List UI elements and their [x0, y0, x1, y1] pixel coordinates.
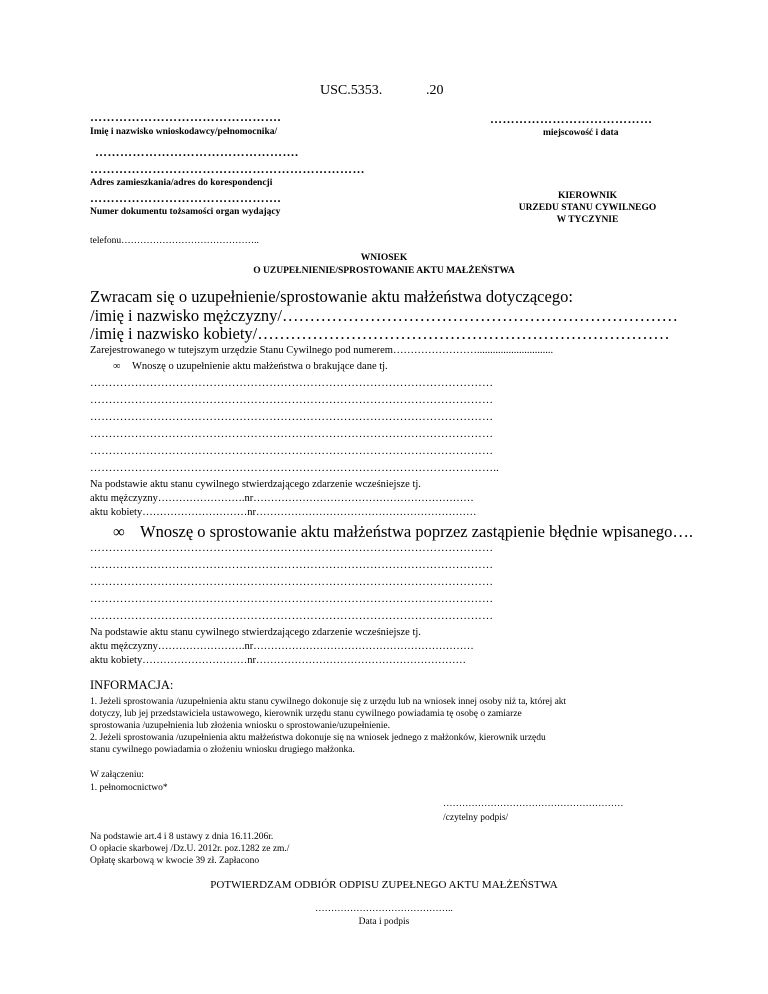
applicant-dots: ……………………………………….: [90, 110, 281, 124]
basis-line-1: Na podstawie aktu stanu cywilnego stwierdzającego zdarzenie wcześniejsze tj.: [90, 479, 421, 490]
attachments-label: W załączeniu:: [90, 770, 144, 780]
info-paragraph-1-line-2: dotyczy, lub jej przedstawiciela ustawowego, kierownik urzędu stanu cywilnego powiadamia tę osobę o zamiarze: [90, 709, 522, 719]
info-paragraph-2-line-2: stanu cywilnego powiadamia o złożeniu wniosku drugiego małżonka.: [90, 745, 355, 755]
fill-line: ………………………………………………………………………………………………: [90, 445, 494, 457]
registered-number-line: Zarejestrowanego w tutejszym urzędzie Stanu Cywilnego pod numerem…………………….............................: [90, 345, 554, 356]
fill-line: ………………………………………………………………………………………………: [90, 559, 494, 571]
woman-name-line: /imię i nazwisko kobiety/…………………………………………………………………: [90, 324, 670, 343]
place-date-dots: …………………………………: [490, 112, 653, 126]
basis-line-2: Na podstawie aktu stanu cywilnego stwierdzającego zdarzenie wcześniejsze tj.: [90, 627, 421, 638]
phone-field: telefonu……………………………………..: [90, 236, 259, 246]
man-act-line-2: aktu mężczyzny…………………….nr………………………………………………………: [90, 641, 474, 652]
info-heading: INFORMACJA:: [90, 678, 174, 692]
recipient-line-1: KIEROWNIK: [557, 191, 618, 201]
id-label: Numer dokumentu tożsamości organ wydający: [90, 207, 281, 217]
receipt-date-dots: ……………………………………..: [315, 904, 453, 914]
form-title-line-1: WNIOSEK: [360, 253, 408, 263]
form-title-line-2: O UZUPEŁNIENIE/SPROSTOWANIE AKTU MAŁŻEŃSTWA: [253, 266, 515, 276]
fill-line: ………………………………………………………………………………………………: [90, 610, 494, 622]
address-dots: …………………………………………………………: [90, 162, 365, 176]
applicant-label: Imię i nazwisko wnioskodawcy/pełnomocnika/: [90, 127, 278, 137]
woman-act-line-1: aktu kobiety…………………………nr………………………………………………………: [90, 507, 477, 518]
receipt-confirmation: POTWIERDZAM ODBIÓR ODPISU ZUPEŁNEGO AKTU MAŁŻEŃSTWA: [210, 879, 558, 891]
address-label: Adres zamieszkania/adres do korespondencji: [90, 178, 273, 188]
fill-line: ………………………………………………………………………………………………..: [90, 462, 500, 474]
info-paragraph-1-line-3: sprostowania /uzupełnienia lub złożenia wniosku o sprostowanie/uzupełnienie.: [90, 721, 390, 731]
applicant-dots-2: ………………………………………….: [95, 145, 299, 159]
fee-line-3: Opłatę skarbową w kwocie 39 zł. Zapłacono: [90, 856, 260, 866]
fill-line: ………………………………………………………………………………………………: [90, 593, 494, 605]
fill-line: ………………………………………………………………………………………………: [90, 394, 494, 406]
signature-label: /czytelny podpis/: [443, 813, 509, 823]
year-field: .20: [426, 83, 444, 98]
fill-line: ………………………………………………………………………………………………: [90, 428, 494, 440]
fill-line: ………………………………………………………………………………………………: [90, 411, 494, 423]
request-line: Zwracam się o uzupełnienie/sprostowanie aktu małżeństwa dotyczącego:: [90, 287, 573, 306]
fee-line-1: Na podstawie art.4 i 8 ustawy z dnia 16.11.206r.: [90, 832, 274, 842]
id-dots: ……………………………………….: [90, 191, 281, 205]
info-paragraph-2-line-1: 2. Jeżeli sprostowania /uzupełnienia aktu małżeństwa dokonuje się na wniosek jednego z małżonków, kierownik urzędu: [90, 733, 546, 743]
bullet-2: ∞: [113, 522, 125, 541]
bullet-1: ∞: [113, 361, 121, 372]
man-act-line-1: aktu mężczyzny…………………….nr………………………………………………………: [90, 493, 474, 504]
woman-act-line-2: aktu kobiety…………………………nr……………………………………………………: [90, 655, 466, 666]
fill-line: ………………………………………………………………………………………………: [90, 576, 494, 588]
man-name-line: /imię i nazwisko mężczyzny/………………………………………………………………: [90, 306, 678, 325]
fill-line: ………………………………………………………………………………………………: [90, 542, 494, 554]
place-date-label: miejscowość i data: [543, 128, 619, 138]
attachment-item: 1. pełnomocnictwo*: [90, 783, 168, 793]
case-number: USC.5353.: [320, 83, 383, 98]
fill-line: ………………………………………………………………………………………………: [90, 377, 494, 389]
recipient-line-2: URZEDU STANU CYWILNEGO: [518, 203, 657, 213]
receipt-date-label: Data i podpis: [358, 917, 410, 927]
recipient-line-3: W TYCZYNIE: [556, 215, 619, 225]
option-supplement: Wnoszę o uzupełnienie aktu małżeństwa o brakujące dane tj.: [132, 361, 388, 372]
info-paragraph-1-line-1: 1. Jeżeli sprostowania /uzupełnienia aktu stanu cywilnego dokonuje się z urzędu lub na wniosek innej osoby niż ta, której akt: [90, 697, 567, 707]
signature-dots: …………………………………………………: [443, 799, 624, 809]
option-correction: Wnoszę o sprostowanie aktu małżeństwa poprzez zastąpienie błędnie wpisanego….: [140, 522, 694, 541]
fee-line-2: O opłacie skarbowej /Dz.U. 2012r. poz.1282 ze zm./: [90, 844, 290, 854]
